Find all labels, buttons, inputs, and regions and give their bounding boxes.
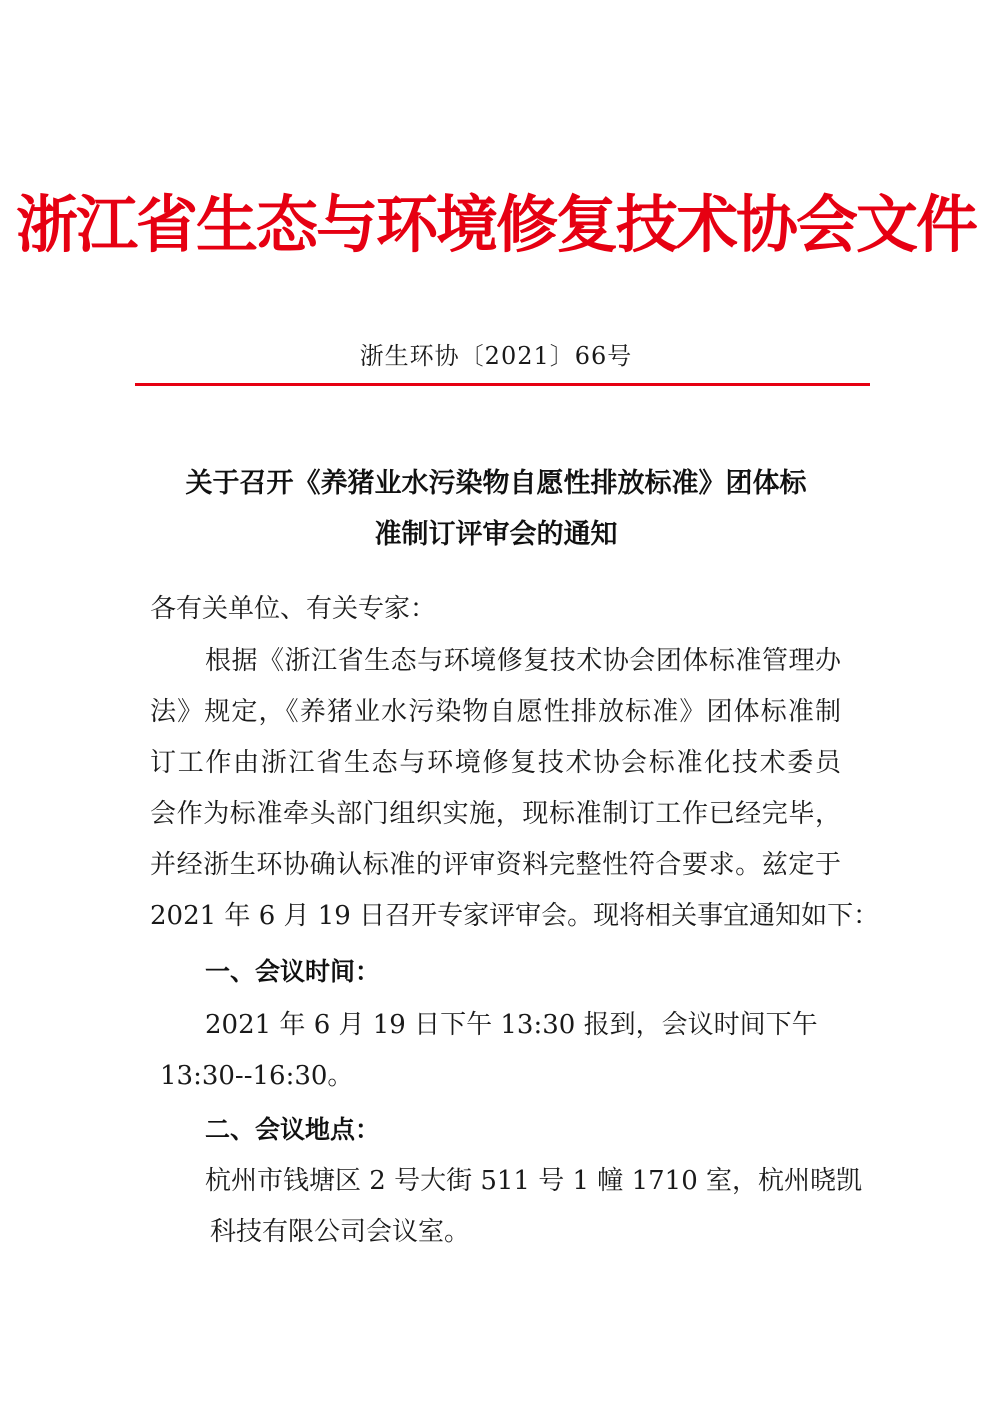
section-line: 2021 年 6 月 19 日下午 13:30 报到，会议时间下午 <box>205 1010 818 1040</box>
notice-title-line: 关于召开《养猪业水污染物自愿性排放标准》团体标 <box>185 468 807 499</box>
notice-title-line: 准制订评审会的通知 <box>374 519 618 550</box>
intro-line: 根据《浙江省生态与环境修复技术协会团体标准管理办 <box>205 646 841 676</box>
red-divider-line <box>135 383 870 386</box>
notice-title <box>130 458 862 560</box>
section-heading-location: 二、会议地点： <box>205 1115 381 1144</box>
section-line: 13:30--16:30。 <box>160 1061 354 1091</box>
section-line: 科技有限公司会议室。 <box>210 1217 471 1247</box>
document-header <box>0 185 992 265</box>
section-line: 杭州市钱塘区 2 号大街 511 号 1 幢 1710 室，杭州晓凯 <box>205 1166 862 1196</box>
section-heading-time: 一、会议时间： <box>205 957 381 986</box>
intro-line: 法》规定，《养猪业水污染物自愿性排放标准》团体标准制 <box>150 697 841 727</box>
salutation: 各有关单位、有关专家： <box>150 594 437 624</box>
intro-line: 并经浙生环协确认标准的评审资料完整性符合要求。兹定于 <box>150 850 841 880</box>
intro-line: 会作为标准牵头部门组织实施，现标准制订工作已经完毕， <box>150 799 841 829</box>
issuer-title: 浙江省生态与环境修复技术协会文件 <box>15 188 976 261</box>
intro-line: 2021 年 6 月 19 日召开专家评审会。现将相关事宜通知如下： <box>150 901 880 931</box>
intro-line: 订工作由浙江省生态与环境修复技术协会标准化技术委员 <box>150 748 841 778</box>
document-number: 浙生环协〔2021〕66号 <box>359 342 633 370</box>
